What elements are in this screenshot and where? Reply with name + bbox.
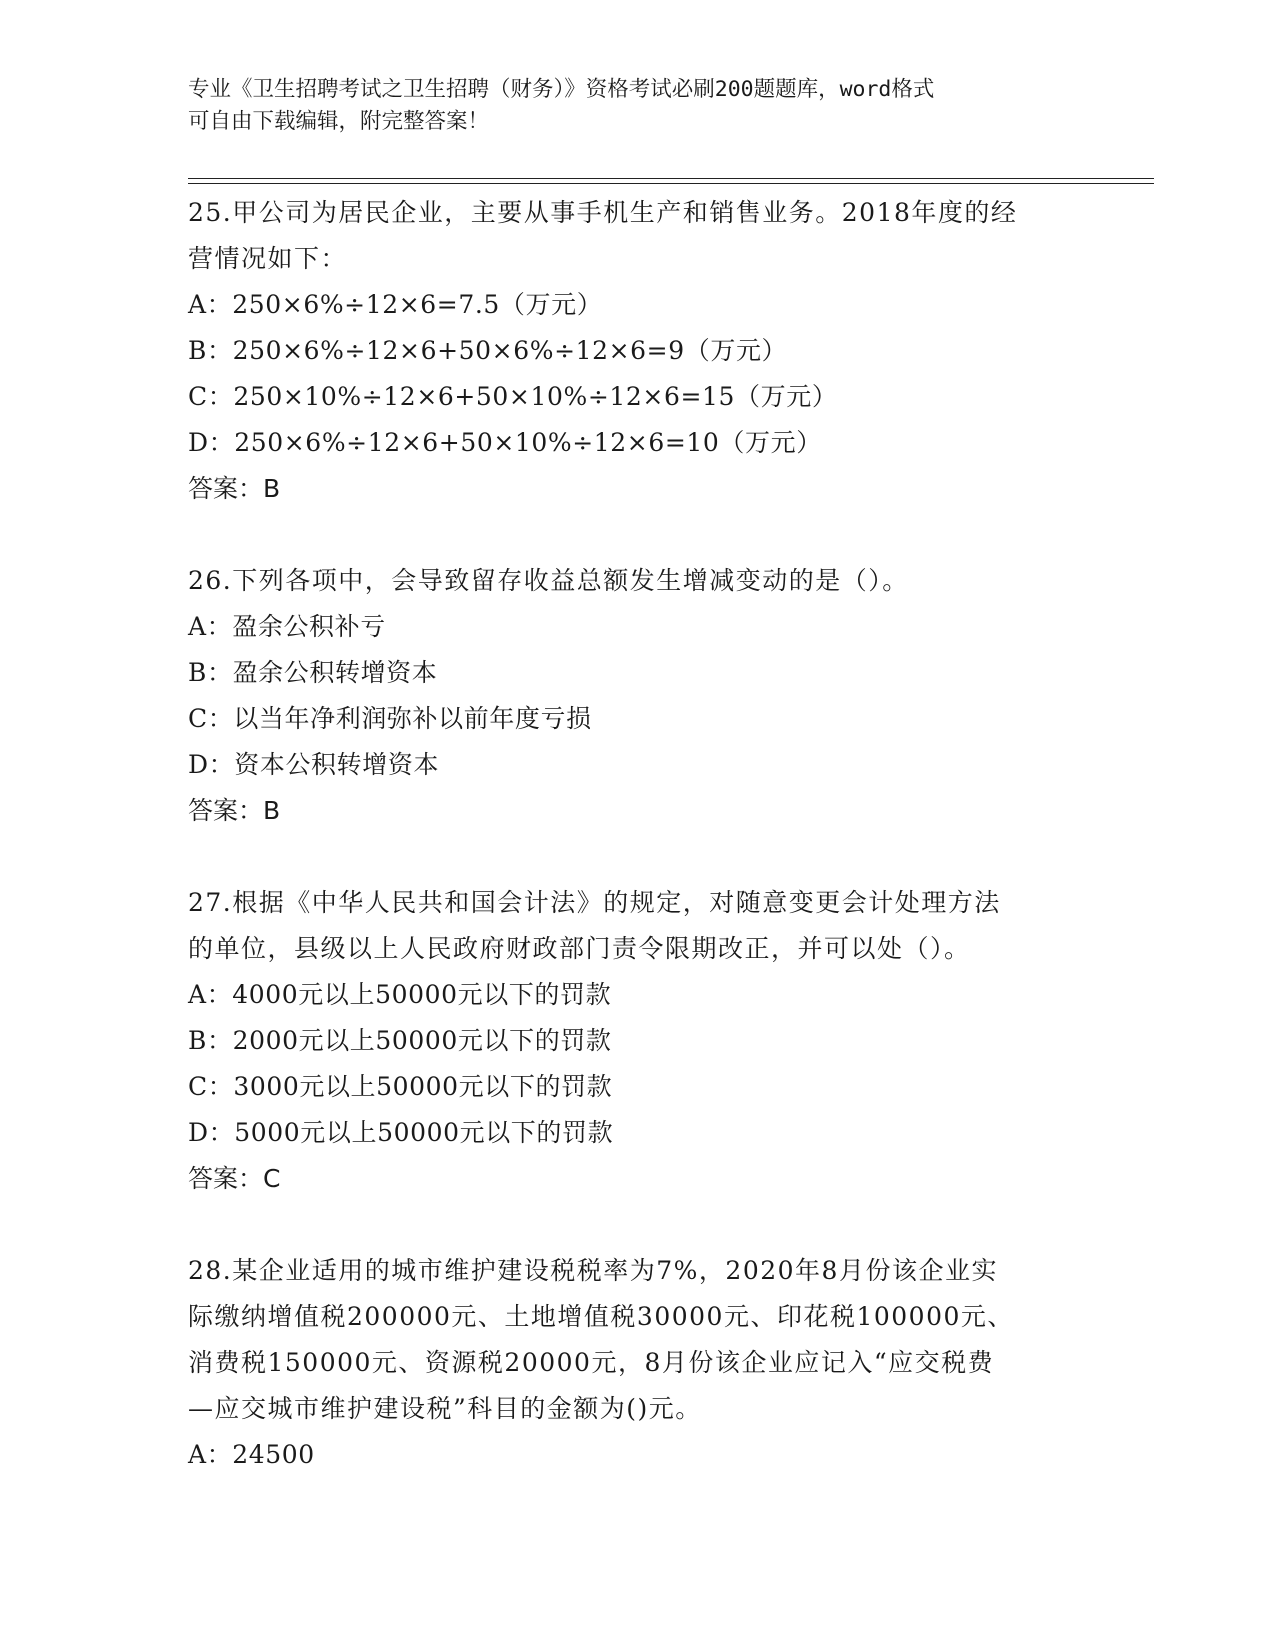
- answer-line: 答案：B: [188, 796, 281, 825]
- document-header: [188, 74, 1078, 138]
- option-a: A：盈余公积补亏: [188, 612, 386, 641]
- option-b: B：2000元以上50000元以下的罚款: [188, 1026, 612, 1055]
- question-28: [188, 1248, 1088, 1478]
- question-25: [188, 190, 1088, 512]
- question-list: [188, 190, 1088, 1524]
- question-stem-line: 25.甲公司为居民企业，主要从事手机生产和销售业务。2018年度的经: [188, 198, 1018, 227]
- option-d: D：资本公积转增资本: [188, 750, 440, 779]
- question-stem-line: 际缴纳增值税200000元、土地增值税30000元、印花税100000元、: [188, 1302, 1014, 1331]
- answer-line: 答案：C: [188, 1164, 281, 1193]
- question-stem-line: —应交城市维护建设税”科目的金额为()元。: [188, 1394, 702, 1423]
- question-stem-line: 27.根据《中华人民共和国会计法》的规定，对随意变更会计处理方法: [188, 888, 1001, 917]
- option-a: A：250×6%÷12×6=7.5（万元）: [188, 290, 603, 319]
- question-27: [188, 880, 1088, 1202]
- option-d: D：5000元以上50000元以下的罚款: [188, 1118, 614, 1147]
- option-c: C：以当年净利润弥补以前年度亏损: [188, 704, 592, 733]
- option-b: B：250×6%÷12×6+50×6%÷12×6=9（万元）: [188, 336, 788, 365]
- question-stem-line: 26.下列各项中，会导致留存收益总额发生增减变动的是（）。: [188, 566, 909, 595]
- header-divider-top: [188, 178, 1154, 179]
- option-b: B：盈余公积转增资本: [188, 658, 438, 687]
- header-line-2: 可自由下载编辑，附完整答案！: [188, 109, 490, 134]
- question-26: [188, 558, 1088, 834]
- question-stem-line: 的单位，县级以上人民政府财政部门责令限期改正，并可以处（）。: [188, 934, 971, 963]
- option-c: C：3000元以上50000元以下的罚款: [188, 1072, 613, 1101]
- question-stem-line: 28.某企业适用的城市维护建设税税率为7%，2020年8月份该企业实: [188, 1256, 998, 1285]
- option-d: D：250×6%÷12×6+50×10%÷12×6=10（万元）: [188, 428, 822, 457]
- option-a: A：24500: [188, 1440, 315, 1469]
- answer-line: 答案：B: [188, 474, 281, 503]
- question-stem-line: 消费税150000元、资源税20000元，8月份该企业应记入“应交税费: [188, 1348, 995, 1377]
- option-a: A：4000元以上50000元以下的罚款: [188, 980, 612, 1009]
- question-stem-line: 营情况如下：: [188, 244, 348, 273]
- option-c: C：250×10%÷12×6+50×10%÷12×6=15（万元）: [188, 382, 838, 411]
- header-divider-bottom: [188, 183, 1154, 184]
- header-line-1: 专业《卫生招聘考试之卫生招聘（财务）》资格考试必刷200题题库，word格式: [188, 77, 935, 102]
